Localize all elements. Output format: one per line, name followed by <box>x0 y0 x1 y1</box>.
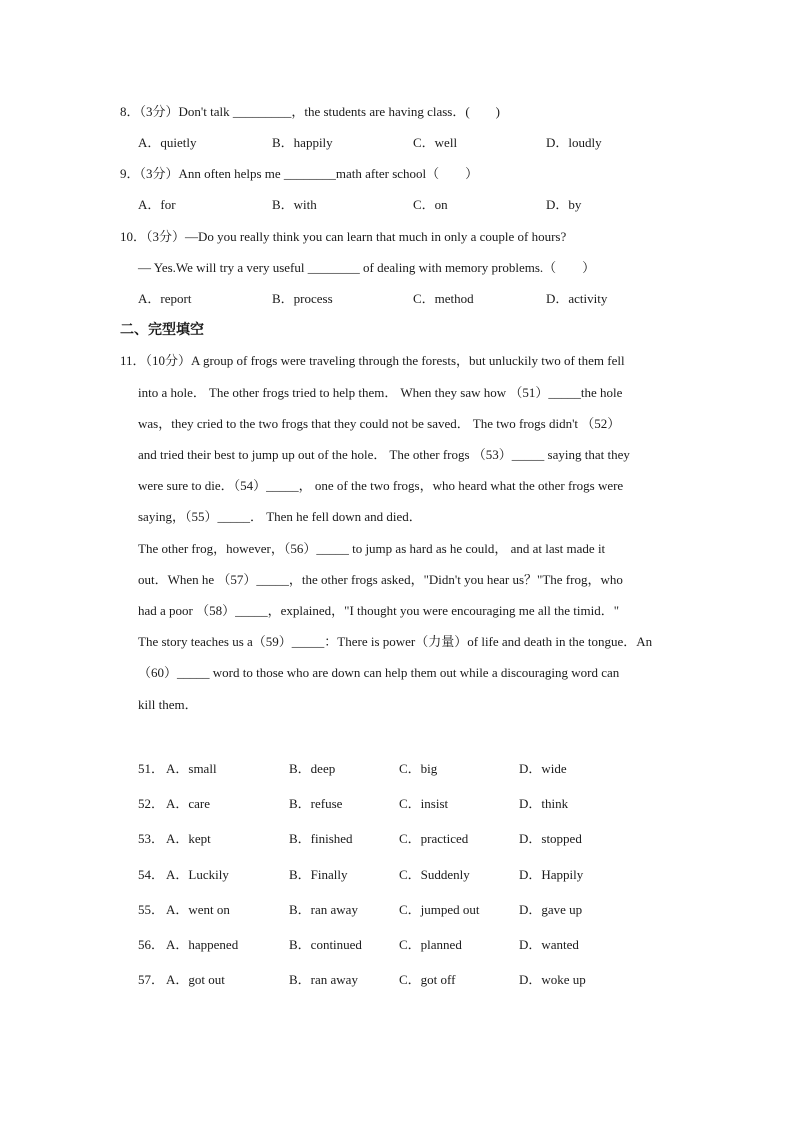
question-10-stem: 10．（3分）—Do you really think you can learn that much in only a couple of hours? <box>120 229 567 244</box>
cloze-line: The other frog，however，（56）_____ to jump as hard as he could， and at last made it <box>138 541 606 556</box>
answer-row-51 <box>138 761 698 777</box>
cloze-line: had a poor （58）_____，explained，"I thought you were encouraging me all the timid．" <box>138 603 620 618</box>
cloze-line: was，they cried to the two frogs that they could not be saved． The two frogs didn't （52） <box>138 416 621 431</box>
cloze-line: kill them． <box>138 697 198 712</box>
answer-number: 57． <box>138 972 165 987</box>
cloze-line: （60）_____ word to those who are down can help them out while a discouraging word can <box>138 665 620 680</box>
answer-option-d: D．woke up <box>519 972 586 987</box>
answer-option-a: A．happened <box>166 937 239 952</box>
section-title: 二、完型填空 <box>120 322 204 338</box>
q10-option-a: A．report <box>138 291 192 306</box>
answer-option-c: C．big <box>399 761 438 776</box>
answer-number: 51． <box>138 761 165 776</box>
q9-option-d: D．by <box>546 197 582 212</box>
answer-option-c: C．jumped out <box>399 902 480 917</box>
cloze-line: 11．（10分）A group of frogs were traveling through the forests，but unluckily two of them fell <box>120 353 625 368</box>
answer-option-b: B．refuse <box>289 796 343 811</box>
answer-number: 56． <box>138 937 165 952</box>
q8-option-b: B．happily <box>272 135 333 150</box>
cloze-line: out．When he （57）_____，the other frogs asked，"Didn't you hear us？"The frog，who <box>138 572 623 587</box>
q10-option-b: B．process <box>272 291 333 306</box>
question-10-stem-reply: — Yes.We will try a very useful ________ of dealing with memory problems.（ ） <box>138 260 596 275</box>
answer-option-d: D．wanted <box>519 937 579 952</box>
answer-option-b: B．Finally <box>289 867 348 882</box>
answer-option-c: C．got off <box>399 972 456 987</box>
cloze-line: saying，（55）_____． Then he fell down and died． <box>138 509 422 524</box>
question-9-stem: 9．（3分）Ann often helps me ________math after school（ ） <box>120 166 479 181</box>
answer-option-c: C．planned <box>399 937 462 952</box>
q10-option-d: D．activity <box>546 291 608 306</box>
answer-row-53 <box>138 831 698 847</box>
q8-option-a: A．quietly <box>138 135 197 150</box>
cloze-line: were sure to die．（54）_____， one of the two frogs，who heard what the other frogs were <box>138 478 624 493</box>
answer-option-b: B．ran away <box>289 972 358 987</box>
answer-row-54 <box>138 867 698 883</box>
answer-number: 52． <box>138 796 165 811</box>
answer-option-d: D．think <box>519 796 569 811</box>
answer-option-c: C．Suddenly <box>399 867 470 882</box>
answer-option-a: A．kept <box>166 831 211 846</box>
answer-row-55 <box>138 902 698 918</box>
cloze-line: and tried their best to jump up out of the hole． The other frogs （53）_____ saying that they <box>138 447 630 462</box>
q8-option-d: D．loudly <box>546 135 602 150</box>
answer-option-b: B．finished <box>289 831 353 846</box>
answer-option-a: A．went on <box>166 902 230 917</box>
q9-option-a: A．for <box>138 197 176 212</box>
answer-row-52 <box>138 796 698 812</box>
answer-option-d: D．stopped <box>519 831 582 846</box>
answer-option-b: B．continued <box>289 937 362 952</box>
answer-option-b: B．deep <box>289 761 336 776</box>
answer-number: 54． <box>138 867 165 882</box>
cloze-line: The story teaches us a（59）_____：There is power（力量）of life and death in the tongue．An <box>138 634 653 649</box>
q10-option-c: C．method <box>413 291 474 306</box>
answer-option-b: B．ran away <box>289 902 358 917</box>
answer-option-a: A．got out <box>166 972 225 987</box>
q9-option-b: B．with <box>272 197 317 212</box>
answer-option-a: A．care <box>166 796 211 811</box>
answer-option-a: A．small <box>166 761 217 776</box>
q9-option-c: C．on <box>413 197 448 212</box>
answer-option-d: D．Happily <box>519 867 584 882</box>
cloze-line: into a hole． The other frogs tried to help them． When they saw how （51）_____the hole <box>138 385 623 400</box>
q8-option-c: C．well <box>413 135 458 150</box>
answer-number: 55． <box>138 902 165 917</box>
answer-option-d: D．gave up <box>519 902 583 917</box>
answer-option-d: D．wide <box>519 761 567 776</box>
answer-number: 53． <box>138 831 165 846</box>
answer-row-56 <box>138 937 698 953</box>
answer-option-c: C．practiced <box>399 831 469 846</box>
answer-option-c: C．insist <box>399 796 449 811</box>
answer-row-57 <box>138 972 698 988</box>
answer-option-a: A．Luckily <box>166 867 229 882</box>
question-8-stem: 8．（3分）Don't talk _________，the students are having class．( ) <box>120 104 501 119</box>
